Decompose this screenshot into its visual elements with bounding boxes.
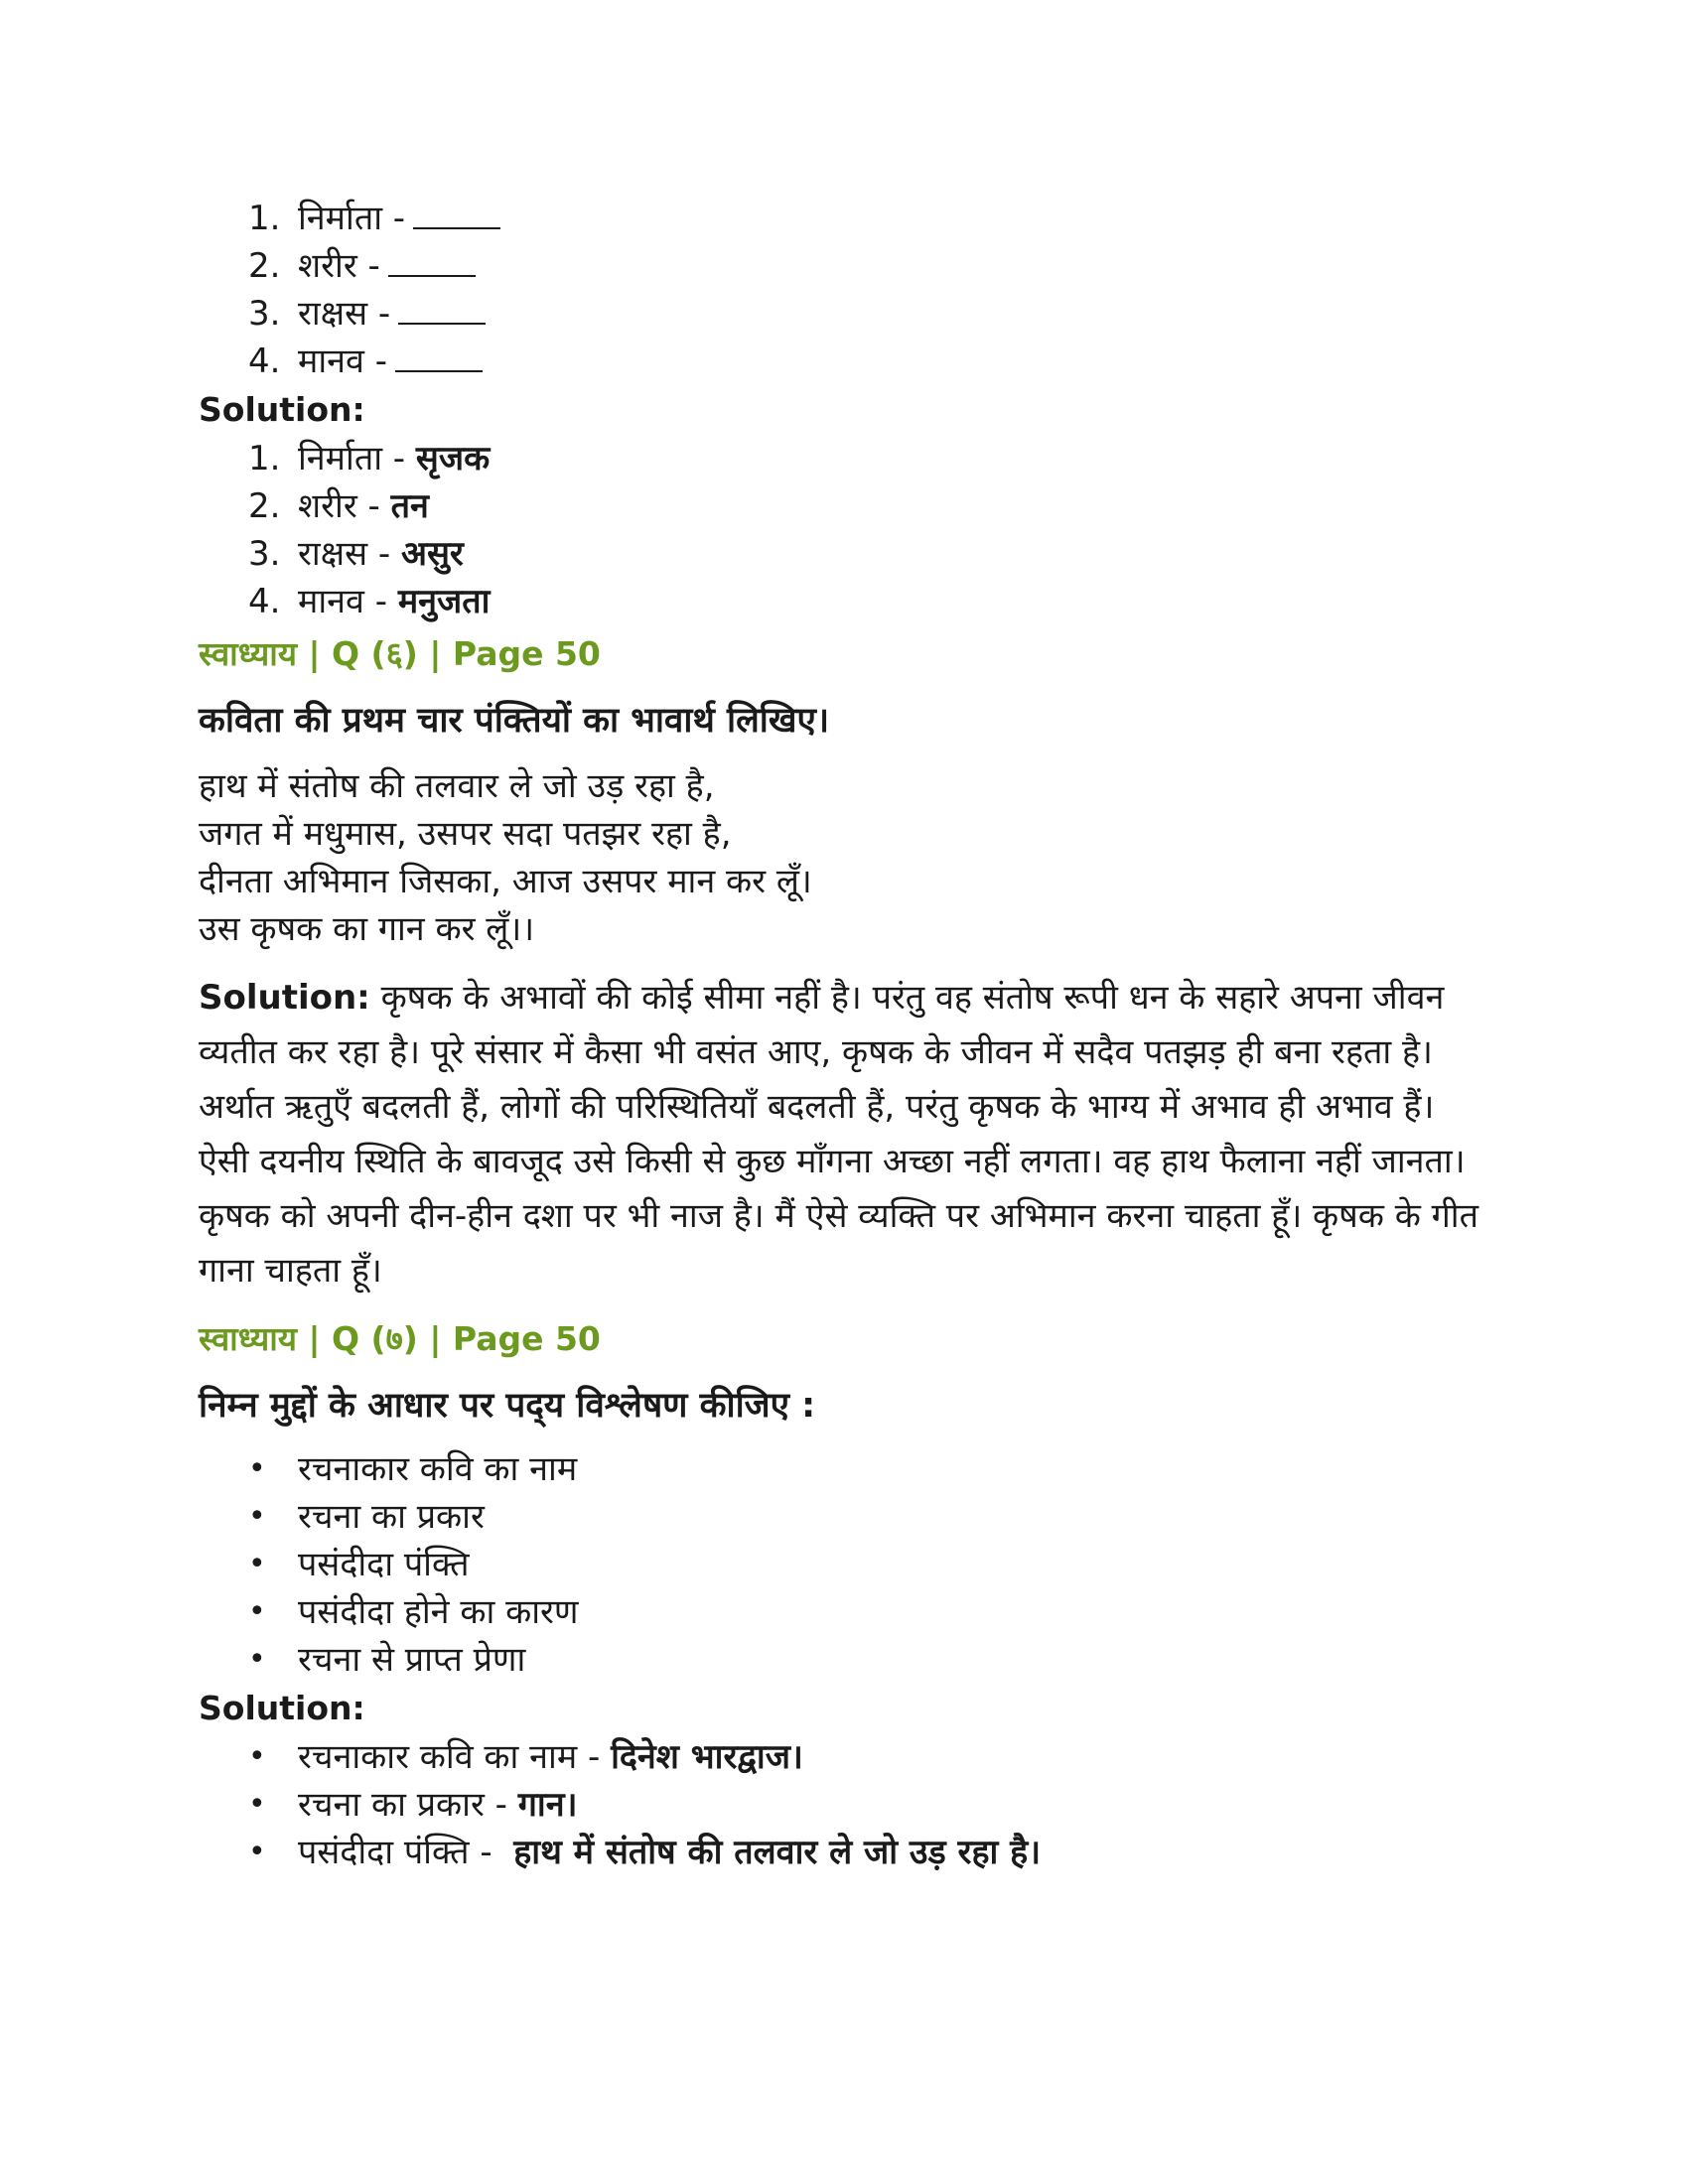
list-number: 4. xyxy=(248,582,281,621)
list-item xyxy=(199,1541,1489,1588)
section-heading-q6: स्वाध्याय | Q (६) | Page 50 xyxy=(199,634,601,673)
analysis-points-list xyxy=(199,1445,1489,1684)
poem-excerpt xyxy=(199,762,1489,953)
answer-text: हाथ में संतोष की तलवार ले जो उड़ रहा है। xyxy=(513,1833,1042,1872)
poem-line: हाथ में संतोष की तलवार ले जो उड़ रहा है, xyxy=(199,766,715,806)
list-item-text: मानव - xyxy=(298,582,387,621)
document-page xyxy=(199,195,1489,1876)
bullet-icon: • xyxy=(248,1739,266,1774)
list-number: 2. xyxy=(248,486,281,526)
list-item xyxy=(199,338,1489,385)
list-number: 4. xyxy=(248,341,281,381)
solution-paragraph-q6 xyxy=(199,971,1479,1298)
bullet-icon: • xyxy=(248,1787,266,1822)
list-item xyxy=(199,1493,1489,1541)
answer-text: मनुजता xyxy=(397,582,491,621)
poem-line: उस कृषक का गान कर लूँ।। xyxy=(199,909,535,949)
bullet-icon: • xyxy=(248,1451,266,1486)
answer-blank xyxy=(395,341,483,372)
list-item xyxy=(199,1588,1489,1636)
bullet-icon: • xyxy=(248,1642,266,1677)
list-number: 1. xyxy=(248,199,281,238)
bullet-icon: • xyxy=(248,1499,266,1534)
solution-label: Solution: xyxy=(199,390,365,429)
answer-blank xyxy=(413,198,500,229)
list-item-text: निर्माता - xyxy=(298,439,406,478)
solution-text: कृषक के अभावों की कोई सीमा नहीं है। परंतु वह संतोष रूपी धन के सहारे अपना जीवन व्यतीत कर रहा है। पूरे संसार में कैसा भी वसंत आए, कृषक के जीवन में सदैव पतझड़ ही बना रहता है। अर्थात ऋतुएँ बदलती हैं, लोगों की परिस्थितियाँ बदलती हैं, परंतु कृषक के भाग्य में अभाव ही अभाव हैं। ऐसी दयनीय स्थिति के बावजूद उसे किसी से कुछ माँगना अच्छा नहीं लगता। वह हाथ फैलाना नहीं जानता। कृषक को अपनी दीन-हीन दशा पर भी नाज है। मैं ऐसे व्यक्ति पर अभिमान करना चाहता हूँ। कृषक के गीत गाना चाहता हूँ। xyxy=(199,978,1478,1291)
answer-text: तन xyxy=(390,486,429,526)
bullet-icon: • xyxy=(248,1835,266,1869)
poem-line: दीनता अभिमान जिसका, आज उसपर मान कर लूँ। xyxy=(199,862,812,901)
list-item xyxy=(199,1445,1489,1493)
answer-text: गान। xyxy=(517,1785,578,1825)
list-item-text: राक्षस - xyxy=(298,294,391,334)
answer-text: सृजक xyxy=(415,439,491,478)
list-item-text: रचना से प्राप्त प्रेणा xyxy=(298,1640,526,1680)
list-item xyxy=(199,578,1489,625)
list-item-text: मानव - xyxy=(298,341,387,381)
list-item xyxy=(199,242,1489,290)
list-item xyxy=(199,1636,1489,1684)
list-item xyxy=(199,482,1489,530)
section-heading-q7: स्वाध्याय | Q (७) | Page 50 xyxy=(199,1319,601,1358)
solution-label: Solution: xyxy=(199,978,370,1018)
list-number: 3. xyxy=(248,294,281,334)
list-item-text: रचनाकार कवि का नाम - xyxy=(298,1737,601,1777)
list-item-text: पसंदीदा पंक्ति xyxy=(298,1545,470,1584)
question-q7: निम्न मुद्दों के आधार पर पद्‌य विश्लेषण कीजिए : xyxy=(199,1386,816,1426)
answer-text: असुर xyxy=(400,534,464,574)
list-item xyxy=(199,290,1489,338)
list-number: 1. xyxy=(248,439,281,478)
solution-list xyxy=(199,435,1489,625)
list-item xyxy=(199,530,1489,578)
list-item xyxy=(199,1781,1489,1829)
list-item-text: राक्षस - xyxy=(298,534,391,574)
answer-blank xyxy=(398,293,486,325)
bullet-icon: • xyxy=(248,1594,266,1629)
list-item-text: रचना का प्रकार xyxy=(298,1497,485,1537)
list-number: 2. xyxy=(248,246,281,286)
list-item-text: रचनाकार कवि का नाम xyxy=(298,1449,578,1489)
list-item-text: निर्माता - xyxy=(298,199,406,238)
fill-blank-list xyxy=(199,195,1489,385)
list-item xyxy=(199,195,1489,242)
bullet-icon: • xyxy=(248,1547,266,1581)
solution-label: Solution: xyxy=(199,1689,365,1727)
list-item-text: शरीर - xyxy=(298,486,380,526)
list-item xyxy=(199,1829,1489,1876)
answer-text: दिनेश भारद्वाज। xyxy=(611,1737,803,1777)
answer-blank xyxy=(388,245,476,277)
poem-line: जगत में मधुमास, उसपर सदा पतझर रहा है, xyxy=(199,814,732,854)
list-item-text: पसंदीदा होने का कारण xyxy=(298,1592,579,1632)
list-item xyxy=(199,1733,1489,1781)
list-item xyxy=(199,435,1489,482)
list-number: 3. xyxy=(248,534,281,574)
analysis-solution-list xyxy=(199,1733,1489,1876)
list-item-text: रचना का प्रकार - xyxy=(298,1785,507,1825)
list-item-text: पसंदीदा पंक्ति - xyxy=(298,1833,492,1872)
question-q6: कविता की प्रथम चार पंक्तियों का भावार्थ लिखिए। xyxy=(199,701,830,741)
list-item-text: शरीर - xyxy=(298,246,380,286)
